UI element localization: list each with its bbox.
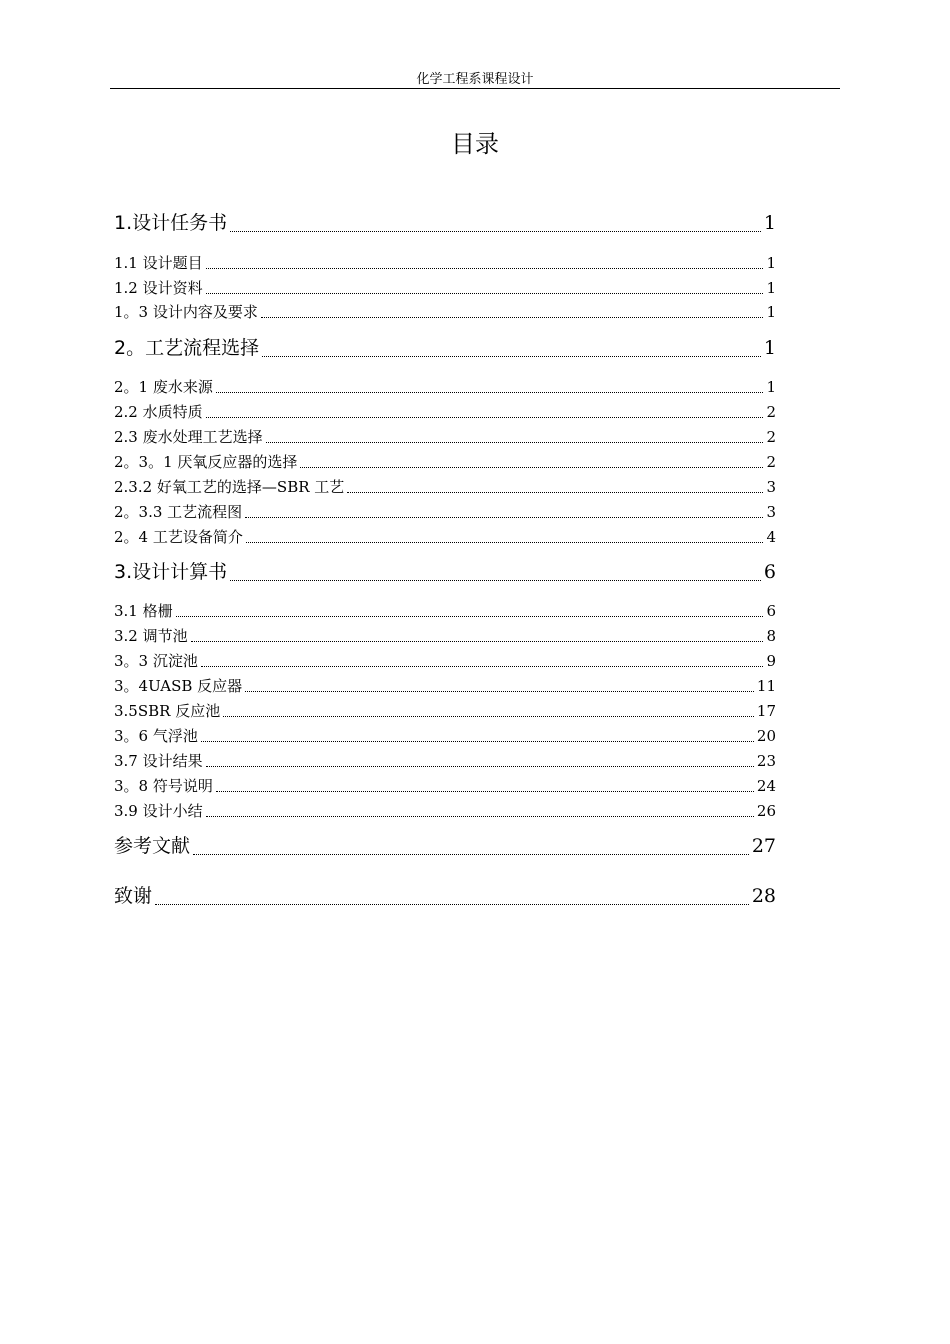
toc-entry-text: 3.9 设计小结 [114, 802, 203, 820]
toc-entry[interactable] [114, 452, 776, 472]
toc-leader-dots [206, 268, 764, 269]
toc-leader-dots [261, 317, 764, 318]
toc-page-number: 26 [756, 802, 776, 820]
toc-entry-text: 3.1 格栅 [114, 602, 173, 620]
toc-leader-dots [191, 641, 764, 642]
toc-page-number: 1 [763, 212, 776, 234]
toc-entry-text: 2.2 水质特质 [114, 403, 203, 421]
toc-entry-text: 3。4UASB 反应器 [114, 677, 243, 695]
toc-entry[interactable] [114, 776, 776, 796]
toc-entry[interactable] [114, 751, 776, 771]
toc-entry-text: 3.5SBR 反应池 [114, 702, 221, 720]
toc-entry-text: 1。3 设计内容及要求 [114, 303, 258, 321]
toc-entry-text: 致谢 [114, 885, 153, 907]
toc-page-number: 4 [766, 528, 776, 546]
toc-entry[interactable] [114, 278, 776, 298]
toc-entry[interactable] [114, 477, 776, 497]
toc-entry[interactable] [114, 726, 776, 746]
toc-entry[interactable] [114, 253, 776, 273]
header-divider [110, 88, 840, 89]
toc-leader-dots [262, 356, 761, 357]
toc-entry-text: 2.3 废水处理工艺选择 [114, 428, 263, 446]
toc-leader-dots [245, 691, 754, 692]
toc-entry-text: 2。3。1 厌氧反应器的选择 [114, 453, 298, 471]
toc-entry[interactable] [114, 559, 776, 585]
toc-leader-dots [216, 791, 754, 792]
toc-entry-text: 3.7 设计结果 [114, 752, 203, 770]
toc-entry[interactable] [114, 502, 776, 522]
toc-entry[interactable] [114, 651, 776, 671]
toc-entry[interactable] [114, 626, 776, 646]
toc-entry[interactable] [114, 801, 776, 821]
toc-page-number: 27 [751, 835, 776, 857]
toc-leader-dots [201, 666, 764, 667]
toc-page-number: 3 [766, 503, 776, 521]
toc-entry[interactable] [114, 883, 776, 909]
toc-page-number: 6 [763, 561, 776, 583]
toc-entry-text: 3。8 符号说明 [114, 777, 213, 795]
toc-page-number: 23 [756, 752, 776, 770]
toc-entry[interactable] [114, 833, 776, 859]
toc-entry-text: 1.设计任务书 [114, 212, 228, 234]
toc-entry[interactable] [114, 402, 776, 422]
toc-entry[interactable] [114, 601, 776, 621]
toc-leader-dots [347, 492, 763, 493]
toc-leader-dots [266, 442, 764, 443]
toc-entry-text: 1.1 设计题目 [114, 254, 203, 272]
toc-page-number: 3 [766, 478, 776, 496]
toc-entry-text: 2。工艺流程选择 [114, 337, 260, 359]
toc-leader-dots [193, 854, 749, 855]
toc-page-number: 2 [766, 453, 776, 471]
toc-entry-text: 2.3.2 好氧工艺的选择—SBR 工艺 [114, 478, 345, 496]
running-header: 化学工程系课程设计 [416, 72, 534, 87]
toc-entry[interactable] [114, 676, 776, 696]
toc-page-number: 1 [766, 254, 776, 272]
toc-entry[interactable] [114, 527, 776, 547]
toc-leader-dots [230, 231, 761, 232]
toc-page-number: 2 [766, 403, 776, 421]
toc-leader-dots [223, 716, 754, 717]
toc-entry-text: 1.2 设计资料 [114, 279, 203, 297]
toc-leader-dots [300, 467, 763, 468]
toc-leader-dots [230, 580, 761, 581]
toc-leader-dots [201, 741, 754, 742]
toc-page-number: 1 [766, 279, 776, 297]
toc-page-number: 1 [766, 378, 776, 396]
toc-entry[interactable] [114, 210, 776, 236]
toc-entry-text: 2。1 废水来源 [114, 378, 213, 396]
toc-page-number: 11 [756, 677, 776, 695]
toc-entry[interactable] [114, 701, 776, 721]
toc-leader-dots [216, 392, 764, 393]
toc-entry-text: 3.设计计算书 [114, 561, 228, 583]
toc-entry-text: 3.2 调节池 [114, 627, 188, 645]
toc-page-number: 8 [766, 627, 776, 645]
toc-entry[interactable] [114, 427, 776, 447]
toc-leader-dots [206, 293, 764, 294]
toc-entry-text: 2。4 工艺设备简介 [114, 528, 243, 546]
toc-entry-text: 2。3.3 工艺流程图 [114, 503, 243, 521]
toc-leader-dots [206, 816, 754, 817]
toc-page-number: 17 [756, 702, 776, 720]
toc-leader-dots [155, 904, 749, 905]
toc-leader-dots [206, 766, 754, 767]
toc-entry[interactable] [114, 335, 776, 361]
toc-leader-dots [176, 616, 764, 617]
toc-page-number: 24 [756, 777, 776, 795]
toc-page-number: 1 [766, 303, 776, 321]
toc-leader-dots [246, 542, 764, 543]
toc-entry-text: 3。6 气浮池 [114, 727, 198, 745]
toc-entry-text: 参考文献 [114, 835, 191, 857]
toc-entry[interactable] [114, 377, 776, 397]
toc-leader-dots [206, 417, 764, 418]
toc-page-number: 20 [756, 727, 776, 745]
toc-leader-dots [245, 517, 763, 518]
toc-page-number: 2 [766, 428, 776, 446]
page-title: 目录 [451, 130, 499, 158]
toc-page-number: 6 [766, 602, 776, 620]
toc-page-number: 9 [766, 652, 776, 670]
toc-entry[interactable] [114, 302, 776, 322]
toc-entry-text: 3。3 沉淀池 [114, 652, 198, 670]
toc-page-number: 28 [751, 885, 776, 907]
toc-page-number: 1 [763, 337, 776, 359]
